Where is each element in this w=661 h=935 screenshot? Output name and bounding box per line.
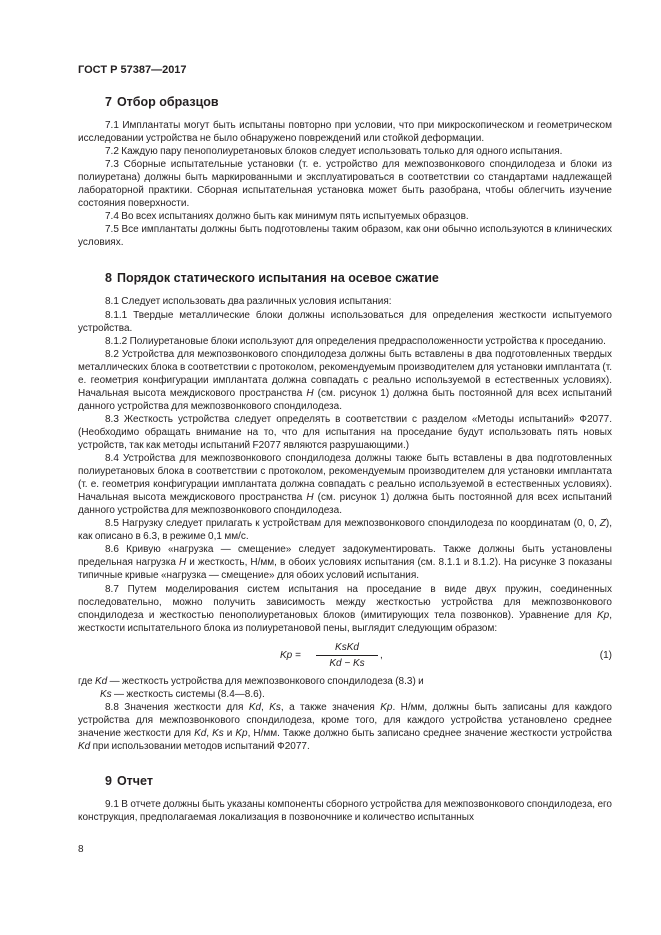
paragraph-8-7: 8.7 Путем моделирования систем испытания на проседание в виде двух пружин, соединенных последовательно, можно получить зависимость между жесткостью устройства для межпозвонкового спондилодеза и жесткостью пенополиуретановых блоков (имитирующих тела позвонков). Уравнение для Kp, жесткости испытательного блока из полиуретановой пены, выглядит следующим образом:: [78, 583, 612, 634]
where-line-kd: где Kd — жесткость устройства для межпозвонкового спондилодеза (8.3) и: [78, 675, 424, 687]
formula-numerator: KsKd: [335, 641, 359, 653]
document-header: ГОСТ Р 57387—2017: [78, 64, 187, 76]
paragraph-7-1: 7.1 Имплантаты могут быть испытаны повторно при условии, что при микроскопическом и геометрическом исследовании устройства не было обнаружено повреждений или стойкой деформации.: [78, 120, 612, 145]
paragraph-8-8: 8.8 Значения жесткости для Kd, Ks, а также значения Kp. Н/мм, должны быть записаны для каждого устройства для межпозвонкового спондилодеза, кроме того, для каждого устройства установлено среднее значение жесткости для Kd, Ks и Kp, Н/мм. Также должно быть записано среднее значение жесткости устройства Kd при использовании методов испытаний Ф2077.: [78, 701, 612, 752]
paragraph-9-1: 9.1 В отчете должны быть указаны компоненты сборного устройства для межпозвонкового спондилодеза, его конструкция, предполагаемая локализация в позвоночнике и количество испытанных: [78, 798, 612, 824]
paragraph-7-4: 7.4 Во всех испытаниях должно быть как минимум пять испытуемых образцов.: [105, 211, 469, 223]
formula-number: (1): [599, 649, 612, 661]
page-number: 8: [78, 844, 84, 855]
page-content: [78, 88, 612, 824]
paragraph-8-2: 8.2 Устройства для межпозвонкового спондилодеза должны быть вставлены в два подготовленных твердых металлических блока в соответствии с протоколом, рекомендуемым производителем для установки имплантата (т. е. геометрия конфигурации имплантата должна совпадать с реально используемой в естественных условиях). Начальная высота междискового пространства H (см. рисунок 1) должна быть постоянной для всех испытаний данного устройства для межпозвонкового спондилодеза.: [78, 348, 613, 412]
paragraph-8-1: 8.1 Следует использовать два различных условия испытания:: [105, 296, 392, 308]
paragraph-7-2: 7.2 Каждую пару пенополиуретановых блоков следует использовать только для одного испытания.: [105, 146, 563, 158]
paragraph-8-3: 8.3 Жесткость устройства следует определять в соответствии с разделом «Методы испытаний» Ф2077. (Необходимо обращать внимание на то, что для испытания на проседание будут использовать пять новых устройств, так как методы испытаний F2077 являются разрушающими.): [78, 413, 612, 451]
formula-lhs: Kp =: [280, 649, 301, 661]
formula-tail: ,: [380, 649, 383, 661]
formula-denominator: Kd − Ks: [329, 657, 365, 669]
paragraph-8-1-1: 8.1.1 Твердые металлические блоки должны использоваться для определения жесткости испытуемого устройства.: [78, 309, 612, 334]
section-9-heading: 9 Отчет: [105, 773, 153, 788]
formula-fraction: [316, 641, 378, 670]
paragraph-8-4: 8.4 Устройства для межпозвонкового спондилодеза должны также быть вставлены в два подготовленных полиуретановых блока в соответствии с протоколом, рекомендуемым производителем для установки имплантата (т. е. геометрия конфигурации имплантата должна совпадать с реально используемой в естественных условиях). Начальная высота междискового пространства H (см. рисунок 1) должна быть постоянной для всех испытаний данного устройства для межпозвонкового спондилодеза.: [78, 453, 613, 517]
section-8-heading: 8 Порядок статического испытания на осевое сжатие: [105, 271, 439, 286]
paragraph-7-5: 7.5 Все имплантаты должны быть подготовлены таким образом, как они обычно используются в клинических условиях.: [78, 224, 612, 249]
paragraph-8-6: 8.6 Кривую «нагрузка — смещение» следует задокументировать. Также должны быть установлены предельная нагрузка H и жесткость, Н/мм, в обоих условиях испытания (см. 8.1.1 и 8.1.2). На рисунке 3 показаны типичные кривые «нагрузка — смещение» для обоих условий испытания.: [78, 544, 613, 582]
where-line-ks: Ks — жесткость системы (8.4—8.6).: [100, 688, 265, 700]
paragraph-8-5: 8.5 Нагрузку следует прилагать к устройствам для межпозвонкового спондилодеза по координатам (0, 0, Z), как описано в 6.3, в режиме 0,1 мм/с.: [78, 518, 612, 543]
paragraph-8-1-2: 8.1.2 Полиуретановые блоки используют для определения предрасположенности устройства к проседанию.: [105, 335, 606, 347]
formula-1: [78, 635, 612, 675]
paragraph-7-3: 7.3 Сборные испытательные установки (т. е. устройство для межпозвонкового спондилодеза и блоки из полиуретана) должны быть маркированными и эксплуатироваться в соответствии со стандартами надлежащей лабораторной практики. Сборная испытательная установка может быть разобрана, чтобы облегчить изучение состояния поверхности.: [78, 159, 612, 210]
section-7-heading: 7 Отбор образцов: [105, 95, 219, 109]
fraction-bar: [316, 655, 378, 656]
